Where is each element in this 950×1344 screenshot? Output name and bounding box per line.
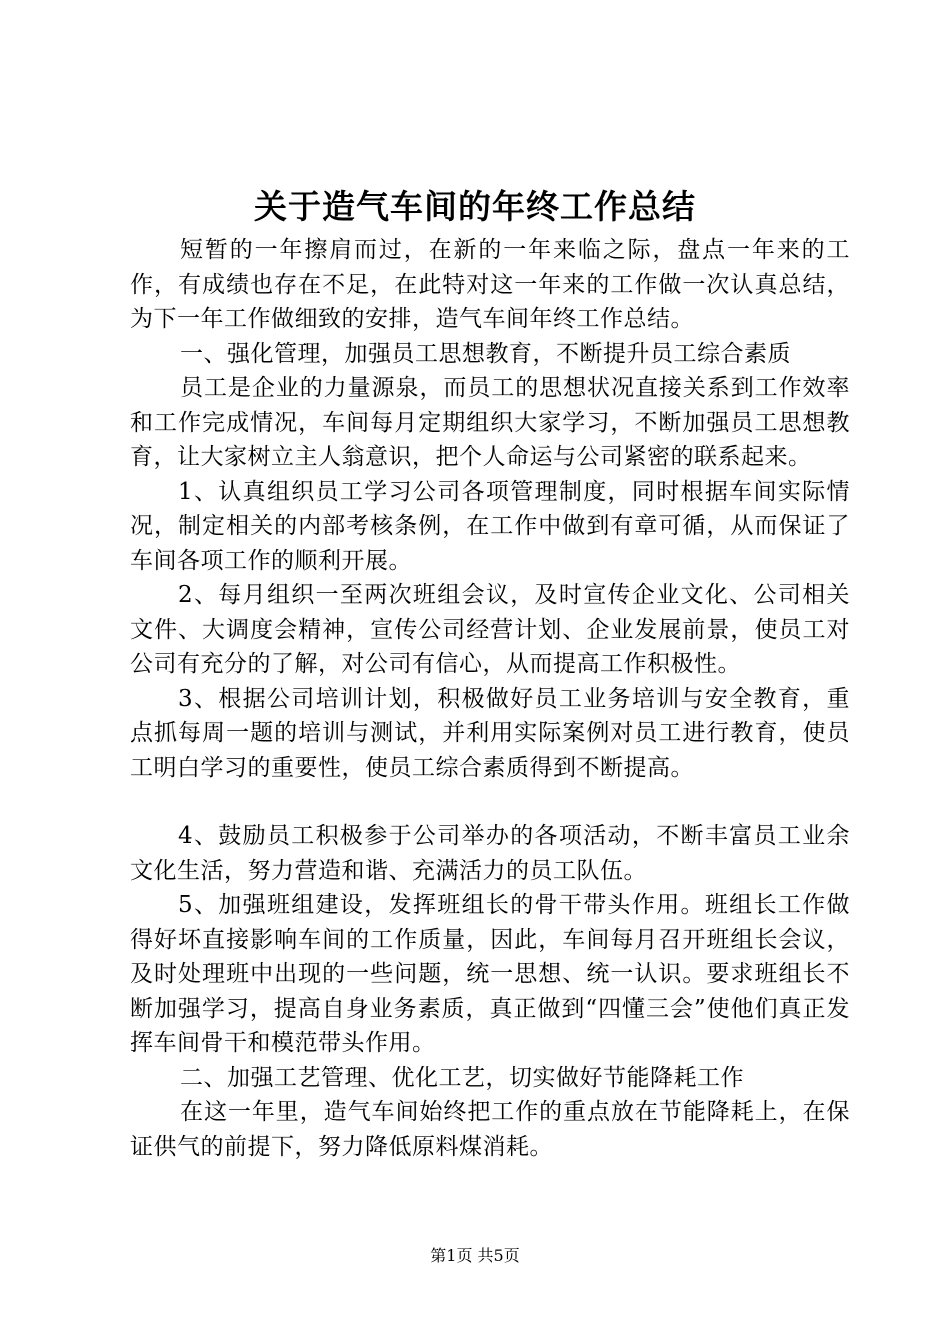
paragraph-gap: [130, 785, 850, 819]
paragraph-energy: 在这一年里，造气车间始终把工作的重点放在节能降耗上，在保证供气的前提下，努力降低原料煤消耗。: [130, 1099, 850, 1160]
paragraph-intro: 短暂的一年擦肩而过，在新的一年来临之际，盘点一年来的工作，有成绩也存在不足，在此特对这一年来的工作做一次认真总结，为下一年工作做细致的安排，造气车间年终工作总结。: [130, 237, 850, 332]
list-item-4: 4、鼓励员工积极参于公司举办的各项活动，不断丰富员工业余文化生活，努力营造和谐、充满活力的员工队伍。: [130, 823, 850, 884]
list-item-3: 3、根据公司培训计划，积极做好员工业务培训与安全教育，重点抓每周一题的培训与测试，并利用实际案例对员工进行教育，使员工明白学习的重要性，使员工综合素质得到不断提高。: [130, 685, 850, 781]
list-item-1: 1、认真组织员工学习公司各项管理制度，同时根据车间实际情况，制定相关的内部考核条例，在工作中做到有章可循，从而保证了车间各项工作的顺利开展。: [130, 478, 850, 574]
document-title: 关于造气车间的年终工作总结: [254, 187, 696, 226]
page-footer: 第1页 共5页: [430, 1246, 520, 1265]
section-heading-2: 二、加强工艺管理、优化工艺，切实做好节能降耗工作: [180, 1064, 744, 1091]
list-item-2: 2、每月组织一至两次班组会议，及时宣传企业文化、公司相关文件、大调度会精神，宣传公司经营计划、企业发展前景，使员工对公司有充分的了解，对公司有信心，从而提高工作积极性。: [130, 582, 850, 677]
list-item-5: 5、加强班组建设，发挥班组长的骨干带头作用。班组长工作做得好坏直接影响车间的工作质量，因此，车间每月召开班组长会议，及时处理班中出现的一些问题，统一思想、统一认识。要求班组长不断加强学习，提高自身业务素质，真正做到“四懂三会”使他们真正发挥车间骨干和模范带头作用。: [130, 892, 850, 1056]
section-heading-1: 一、强化管理，加强员工思想教育，不断提升员工综合素质: [180, 340, 791, 367]
paragraph-staff: 员工是企业的力量源泉，而员工的思想状况直接关系到工作效率和工作完成情况，车间每月定期组织大家学习，不断加强员工思想教育，让大家树立主人翁意识，把个人命运与公司紧密的联系起来。: [130, 375, 850, 470]
document-body: [130, 233, 850, 1164]
